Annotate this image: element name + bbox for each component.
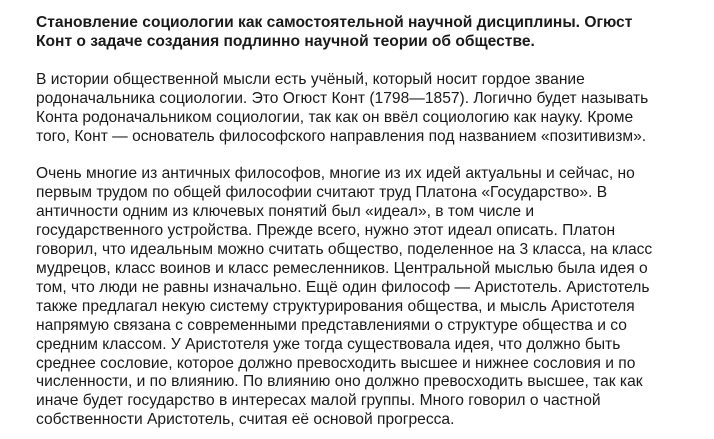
paragraph-ancient-philosophers: Очень многие из античных философов, многие из их идей актуальны и сейчас, но первым трудом по общей философии считают труд Платона «Государство». В античности одним из ключевых понятий был «идеал», в том числе и государственного устройства. Прежде всего, нужно этот идеал описать. Платон говорил, что идеальным можно считать общество, поделенное на 3 класса, на класс мудрецов, класс воинов и класс ремесленников. Центральной мыслью была идея о том, что люди не равны изначально. Ещё один философ — Аристотель. Аристотель также предлагал некую систему структурирования общества, и мысль Аристотеля напрямую связана с современными представлениями о структуре общества и со средним классом. У Аристотеля уже тогда существовала идея, что должно быть среднее сословие, которое должно превосходить высшее и нижнее сословия и по численности, и по влиянию. По влиянию оно должно превосходить высшее, так как иначе будет государство в интересах малой группы. Много говорил о частной собственности Аристотель, считая её основой прогресса. bbox=[36, 165, 653, 429]
paragraph-intro-comte: В истории общественной мысли есть учёный, который носит гордое звание родоначальника социологии. Это Огюст Конт (1798—1857). Логично будет называть Конта родоначальником социологии, так как он ввёл социологию как науку. Кроме того, Конт — основатель философского направления под названием «позитивизм». bbox=[36, 70, 649, 145]
document-heading: Становление социологии как самостоятельной научной дисциплины. Огюст Конт о задаче создания подлинно научной теории об обществе. bbox=[36, 14, 633, 50]
document-body bbox=[36, 14, 706, 430]
